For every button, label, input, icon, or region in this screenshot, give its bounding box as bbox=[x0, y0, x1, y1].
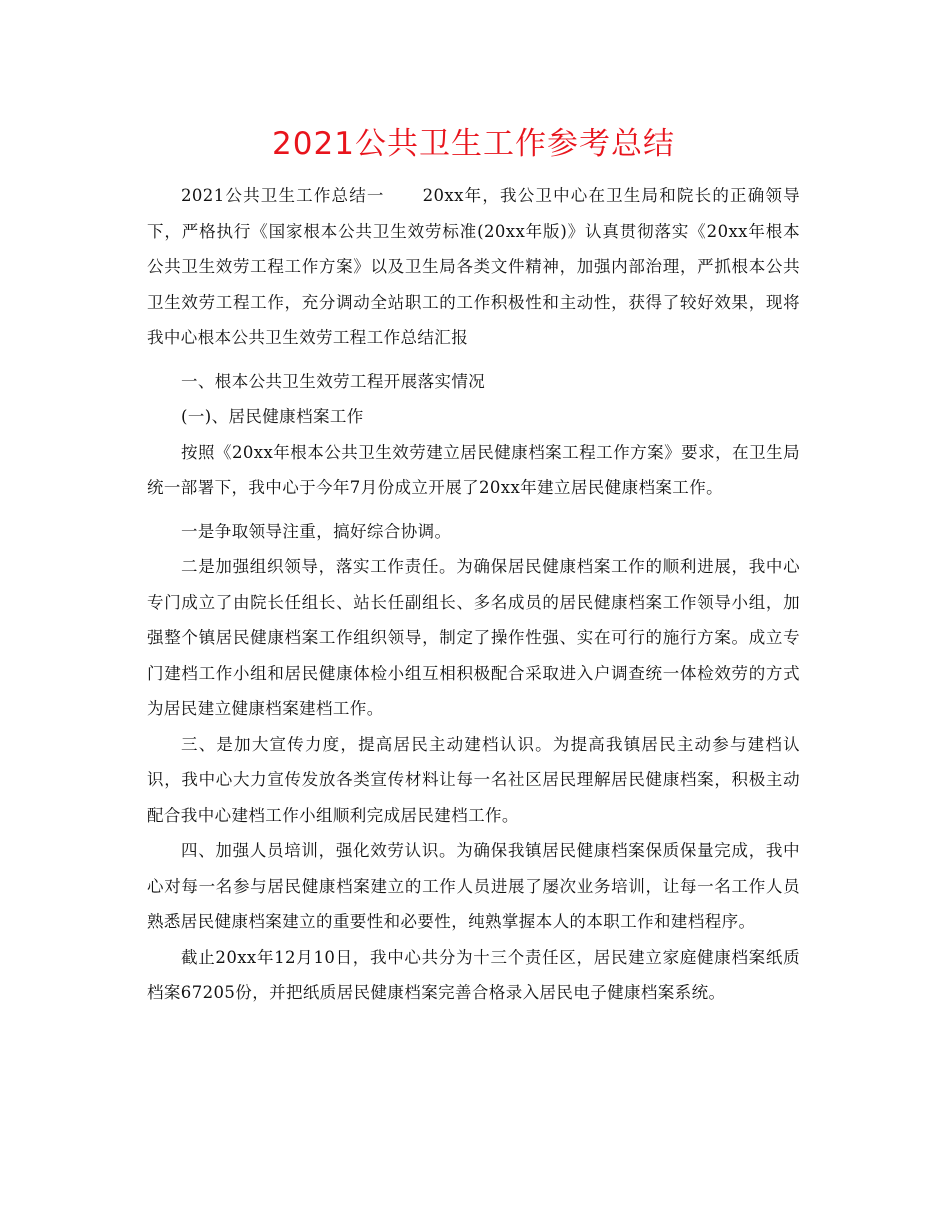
paragraph: 截止20xx年12月10日，我中心共分为十三个责任区，居民建立家庭健康档案纸质档案67205份，并把纸质居民健康档案完善合格录入居民电子健康档案系统。 bbox=[147, 947, 800, 1002]
paragraph: 按照《20xx年根本公共卫生效劳建立居民健康档案工程工作方案》要求，在卫生局统一部署下，我中心于今年7月份成立开展了20xx年建立居民健康档案工作。 bbox=[147, 442, 800, 497]
paragraph: 四、加强人员培训，强化效劳认识。为确保我镇居民健康档案保质保量完成，我中心对每一名参与居民健康档案建立的工作人员进展了屡次业务培训，让每一名工作人员熟悉居民健康档案建立的重要性和必要性，纯熟掌握本人的本职工作和建档程序。 bbox=[147, 841, 800, 931]
paragraph-lead: 2021公共卫生工作总结一 bbox=[181, 186, 385, 205]
paragraph: 二是加强组织领导，落实工作责任。为确保居民健康档案工作的顺利进展，我中心专门成立了由院长任组长、站长任副组长、多名成员的居民健康档案工作领导小组，加强整个镇居民健康档案工作组织领导，制定了操作性强、实在可行的施行方案。成立专门建档工作小组和居民健康体检小组互相积极配合采取进入户调查统一体检效劳的方式为居民建立健康档案建档工作。 bbox=[147, 557, 800, 718]
paragraph-intro bbox=[147, 178, 800, 356]
paragraph: 一是争取领导注重，搞好综合协调。 bbox=[181, 521, 452, 541]
subsection-heading: (一)、居民健康档案工作 bbox=[181, 407, 364, 426]
document-body bbox=[147, 178, 800, 1011]
section-heading: 一、根本公共卫生效劳工程开展落实情况 bbox=[181, 371, 486, 391]
paragraph: 三、是加大宣传力度，提高居民主动建档认识。为提高我镇居民主动参与建档认识，我中心大力宣传发放各类宣传材料让每一名社区居民理解居民健康档案，积极主动配合我中心建档工作小组顺利完成居民建档工作。 bbox=[147, 734, 800, 825]
paragraph-text: 20xx年，我公卫中心在卫生局和院长的正确领导下，严格执行《国家根本公共卫生效劳标准(20xx年版)》认真贯彻落实《20xx年根本公共卫生效劳工程工作方案》以及卫生局各类文件精神，加强内部治理，严抓根本公共卫生效劳工程工作，充分调动全站职工的工作积极性和主动性，获得了较好效果，现将我中心根本公共卫生效劳工程工作总结汇报 bbox=[147, 186, 800, 347]
document-title: 2021公共卫生工作参考总结 bbox=[272, 126, 675, 162]
